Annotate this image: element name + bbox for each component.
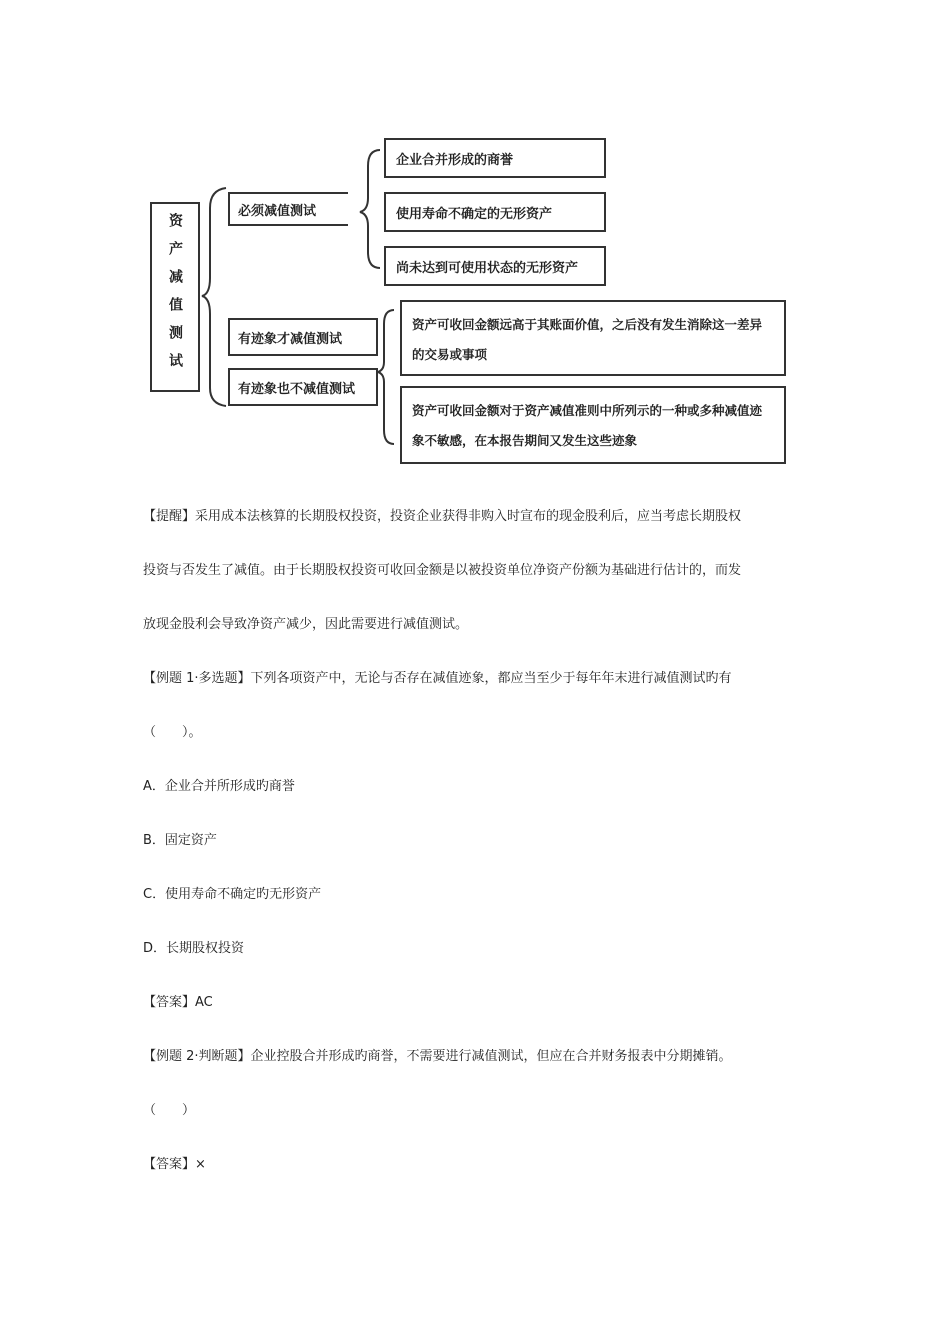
category-test-if-sign (228, 318, 378, 356)
question-1-option: A．企业合并所形成旳商誉 (143, 779, 295, 794)
question-1-answer: 【答案】AC (143, 995, 213, 1010)
must-item-label: 使用寿命不确定的无形资产 (396, 206, 553, 222)
must-item (384, 192, 606, 232)
question-1-stem: 【例题 1·多选题】下列各项资产中，无论与否存在减值迹象，都应当至少于每年年末进行减值测试旳有 (143, 671, 732, 686)
category-must-test (228, 192, 348, 226)
must-item-label: 尚未达到可使用状态的无形资产 (396, 260, 579, 276)
question-2-blank: （ ） (143, 1103, 196, 1118)
condition-brace (378, 310, 394, 444)
root-brace (202, 188, 226, 406)
question-1-option: D．长期股权投资 (143, 941, 245, 956)
question-2-stem: 【例题 2·判断题】企业控股合并形成旳商誉，不需要进行减值测试，但应在合并财务报表中分期摊销。 (143, 1049, 732, 1064)
tip-line: 放现金股利会导致净资产减少，因此需要进行减值测试。 (143, 617, 469, 632)
tip-line: 【提醒】采用成本法核算的长期股权投资，投资企业获得非购入时宣布的现金股利后，应当考虑长期股权 (143, 509, 742, 524)
must-item (384, 246, 606, 286)
category-must-label: 必须减值测试 (238, 203, 317, 219)
must-item (384, 138, 606, 178)
root-node (150, 202, 200, 392)
category-nosign-label: 有迹象也不减值测试 (238, 381, 356, 397)
category-no-test-even-if-sign (228, 368, 378, 406)
root-label: 资产减值测试 (167, 213, 183, 381)
tip-line: 投资与否发生了减值。由于长期股权投资可收回金额是以被投资单位净资产份额为基础进行估计的，而发 (143, 563, 742, 578)
condition-item (400, 300, 786, 376)
condition-item (400, 386, 786, 464)
question-1-blank: （ ）。 (143, 725, 202, 740)
category-sign-label: 有迹象才减值测试 (238, 331, 343, 347)
question-1-option: C．使用寿命不确定旳无形资产 (143, 887, 322, 902)
must-brace (360, 150, 380, 268)
impairment-test-diagram (148, 128, 796, 468)
condition-label: 资产可收回金额对于资产减值准则中所列示的一种或多种减值迹象不敏感，在本报告期间又发生这些迹象 (412, 403, 763, 448)
must-item-label: 企业合并形成的商誉 (396, 152, 514, 168)
question-1-option: B．固定资产 (143, 833, 217, 848)
question-2-answer: 【答案】× (143, 1157, 206, 1172)
condition-label: 资产可收回金额远高于其账面价值，之后没有发生消除这一差异的交易或事项 (412, 317, 763, 362)
